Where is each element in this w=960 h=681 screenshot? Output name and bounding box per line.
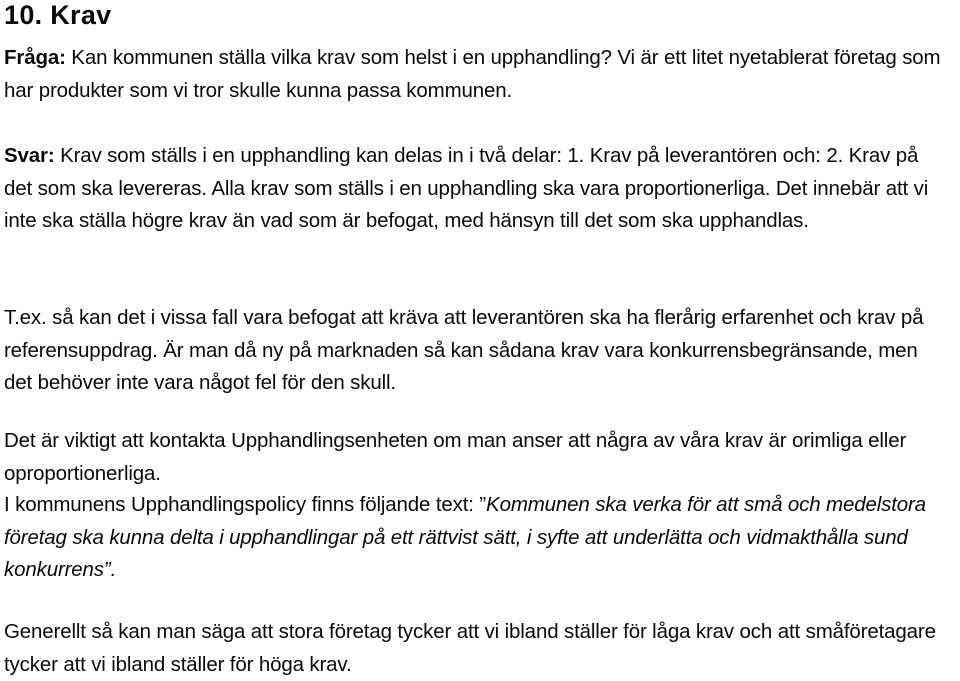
policy-intro: I kommunens Upphandlingspolicy finns följande text: ” bbox=[4, 493, 487, 516]
answer-paragraph bbox=[4, 140, 950, 238]
example-paragraph: T.ex. så kan det i vissa fall vara befogat att kräva att leverantören ska ha flerårig erfarenhet och krav på referensuppdrag. Är man då ny på marknaden så kan sådana krav vara konkurrensbegränsande, men det behöver inte vara något fel för den skull. bbox=[4, 306, 924, 394]
policy-paragraph bbox=[4, 489, 950, 587]
section-heading: 10. Krav bbox=[4, 0, 112, 30]
contact-paragraph: Det är viktigt att kontakta Upphandlingsenheten om man anser att några av våra krav är orimliga eller oproportionerliga. bbox=[4, 429, 907, 485]
answer-label: Svar: bbox=[4, 144, 55, 167]
question-paragraph bbox=[4, 42, 950, 107]
answer-text: Krav som ställs i en upphandling kan delas in i två delar: 1. Krav på leverantören och: 2. Krav på det som ska levereras. Alla krav som ställs i en upphandling ska vara proportionerliga. Det innebär att vi inte ska ställa högre krav än vad som är befogat, med hänsyn till det som ska upphandlas. bbox=[4, 144, 929, 232]
question-label: Fråga: bbox=[4, 46, 66, 69]
policy-quote: Kommunen ska verka för att små och medelstora företag ska kunna delta i upphandlingar på ett rättvist sätt, i syfte att underlätta och vidmakthålla sund konkurrens”. bbox=[4, 493, 926, 581]
summary-paragraph: Generellt så kan man säga att stora företag tycker att vi ibland ställer för låga krav och att småföretagare tycker att vi ibland ställer för höga krav. bbox=[4, 620, 936, 676]
question-text: Kan kommunen ställa vilka krav som helst i en upphandling? Vi är ett litet nyetablerat företag som har produkter som vi tror skulle kunna passa kommunen. bbox=[4, 46, 941, 102]
